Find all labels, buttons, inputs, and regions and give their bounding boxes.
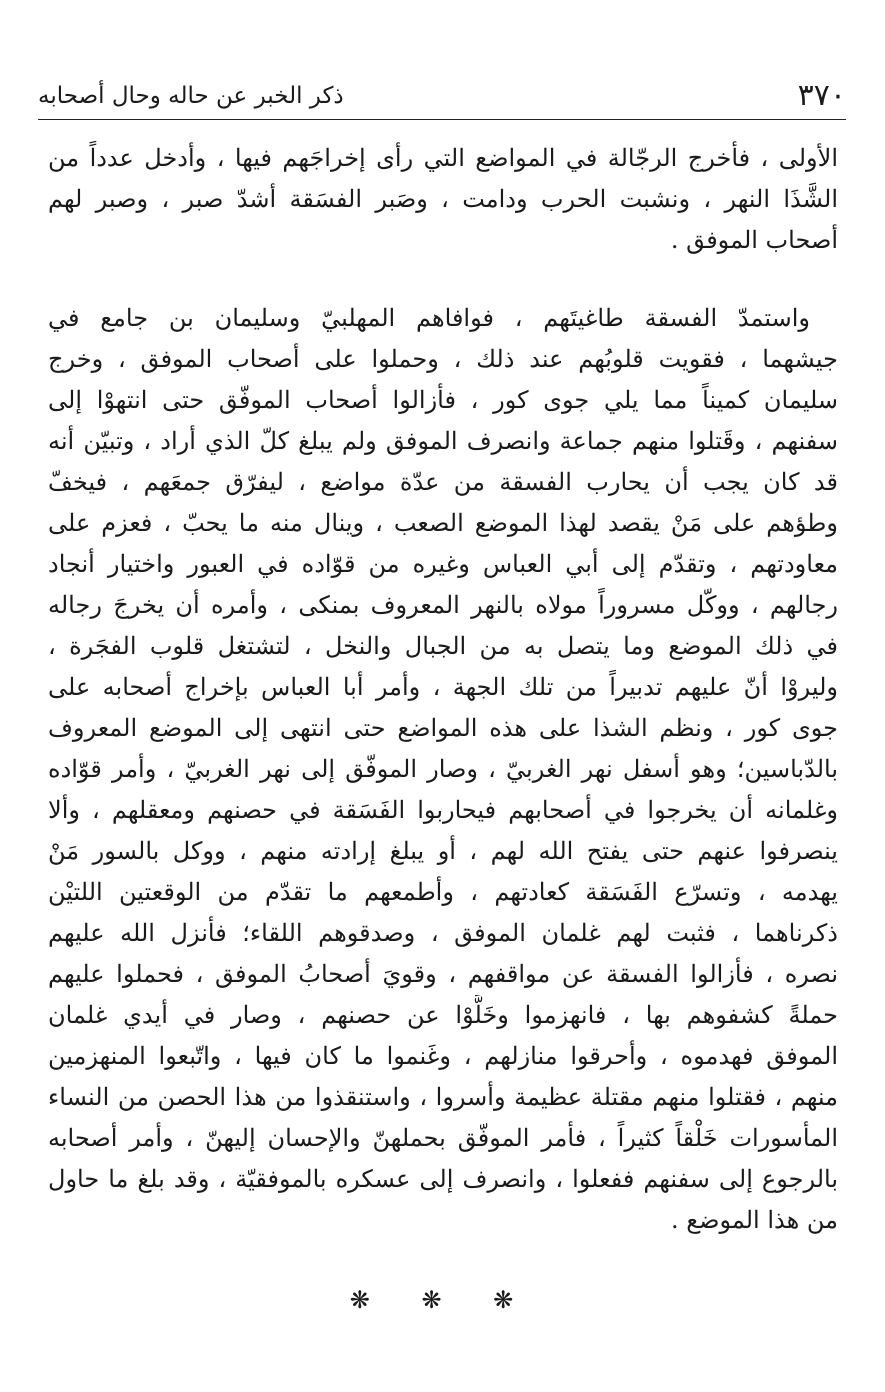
text-line: بالدّباسين؛ وهو أسفل نهر الغربيّ ، وصار الموفّق إلى نهر الغربيّ ، وأمر قوّاده	[48, 755, 838, 783]
text-line: وغلمانه أن يخرجوا في أصحابهم فيحاربوا الفَسَقة في حصنهم ومعقلهم ، وألا	[48, 796, 838, 824]
text-line: جيشهما ، فقويت قلوبُهم عند ذلك ، وحملوا على أصحاب الموفق ، وخرج	[48, 345, 838, 373]
text-line: الموفق فهدموه ، وأحرقوا منازلهم ، وغَنموا ما كان فيها ، واتّبعوا المنهزمين	[48, 1042, 838, 1070]
text-line: الأولى ، فأخرج الرجّالة في المواضع التي رأى إخراجَهم فيها ، وأدخل عدداً من	[48, 144, 838, 172]
text-line: بالرجوع إلى سفنهم ففعلوا ، وانصرف إلى عسكره بالموفقيّة ، وقد بلغ ما حاول	[48, 1165, 838, 1193]
page-header	[38, 72, 846, 116]
text-line: سفنهم ، وقَتلوا منهم جماعة وانصرف الموفق ولم يبلغ كلّ الذي أراد ، وتبيّن أنه	[48, 427, 838, 455]
text-line: نصره ، فأزالوا الفسقة عن مواقفهم ، وقويَ أصحابُ الموفق ، فحملوا عليهم	[48, 960, 838, 988]
header-divider	[38, 119, 846, 120]
text-line: أصحاب الموفق .	[670, 226, 838, 254]
text-line: ينصرفوا عنهم حتى يفتح الله لهم ، أو يبلغ إرادته منهم ، ووكل بالسور مَنْ	[48, 837, 838, 865]
paragraph-2	[48, 298, 838, 1241]
running-title: ذكر الخبر عن حاله وحال أصحابه	[38, 83, 344, 109]
text-line: سليمان كميناً مما يلي جوى كور ، فأزالوا أصحاب الموفّق حتى انتهوْا إلى	[48, 386, 838, 414]
text-line: الشَّذَا النهر ، ونشبت الحرب ودامت ، وصَبر الفسَقة أشدّ صبر ، وصبر لهم	[48, 185, 838, 213]
page-number: ٣٧٠	[797, 78, 846, 113]
text-line: منهم ، فقتلوا منهم مقتلة عظيمة وأسروا ، واستنقذوا من هذا الحصن من النساء	[48, 1083, 838, 1111]
text-line: ذكرناهما ، فثبت لهم غلمان الموفق ، وصدقوهم اللقاء؛ فأنزل الله عليهم	[48, 919, 838, 947]
text-line: قد كان يجب أن يحارب الفسقة من عدّة مواضع ، ليفرّق جمعَهم ، فيخفّ	[48, 468, 838, 496]
text-line: معاودتهم ، وتقدّم إلى أبي العباس وغيره من قوّاده في العبور واختيار أنجاد	[48, 550, 838, 578]
text-line: من هذا الموضع .	[671, 1206, 838, 1234]
text-line: المأسورات خَلْقاً كثيراً ، فأمر الموفّق بحملهنّ والإحسان إليهنّ ، وأمر أصحابه	[48, 1124, 838, 1152]
text-line: في ذلك الموضع وما يتصل به من الجبال والنخل ، لتشتغل قلوب الفجَرة ،	[48, 632, 838, 660]
text-line: حملةً كشفوهم بها ، فانهزموا وخَلَّوْا عن حصنهم ، وصار في أيدي غلمان	[48, 1001, 838, 1029]
text-line: وليروْا أنّ عليهم تدبيراً من تلك الجهة ، وأمر أبا العباس بإخراج أصحابه على	[48, 673, 838, 701]
section-break-ornament: ❋ ❋ ❋	[349, 1286, 536, 1314]
text-line: واستمدّ الفسقة طاغيتَهم ، فوافاهم المهلبيّ وسليمان بن جامع في	[48, 304, 810, 332]
text-line: رجالهم ، ووكّل مسروراً مولاه بالنهر المعروف بمنكى ، وأمره أن يخرجَ رجاله	[48, 591, 838, 619]
paragraph-1	[48, 138, 838, 261]
text-line: يهدمه ، وتسرّع الفَسَقة كعادتهم ، وأطمعهم ما تقدّم من الوقعتين اللتيْن	[48, 878, 838, 906]
text-line: جوى كور ، ونظم الشذا على هذه المواضع حتى انتهى إلى الموضع المعروف	[48, 714, 838, 742]
text-line: وطؤهم على مَنْ يقصد لهذا الموضع الصعب ، وينال منه ما يحبّ ، فعزم على	[48, 509, 838, 537]
